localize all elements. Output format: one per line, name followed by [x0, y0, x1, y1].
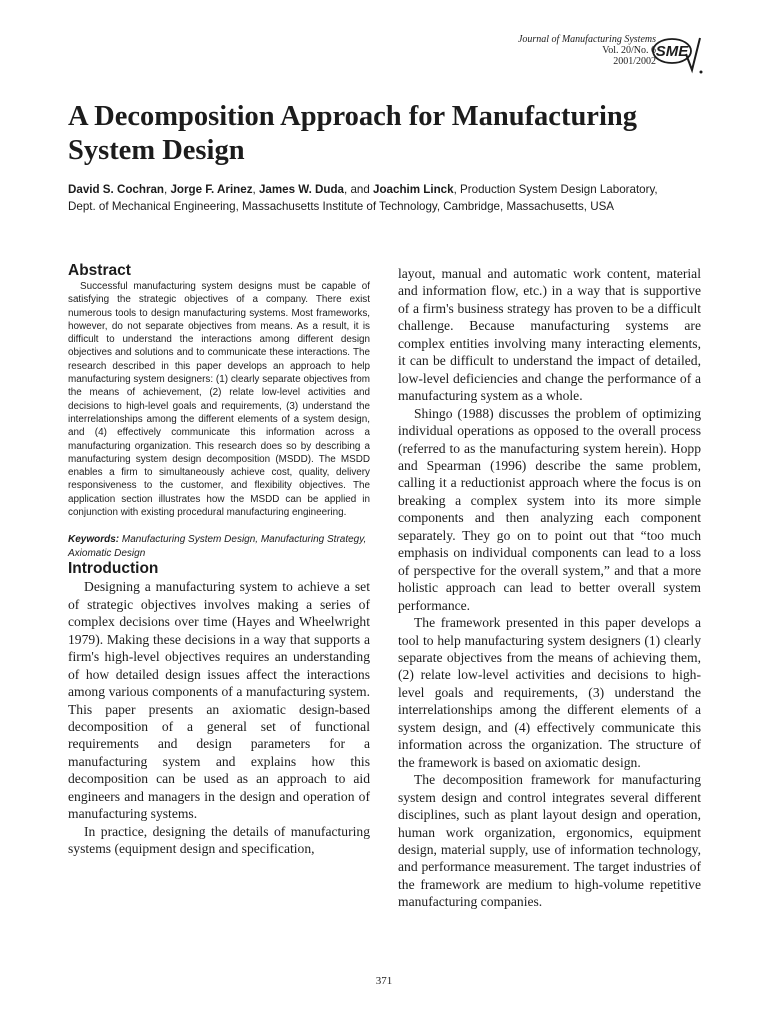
- author-name: Joachim Linck: [373, 183, 454, 196]
- right-paragraph-3: The framework presented in this paper develops a tool to help manufacturing system designers (1) clearly separate objectives from the means of achieving them, (2) relate low-level activities and decisions to high-level goals and requirements, (3) understand the interrelationships among the different elements of a system design, and (4) effectively communicate this information across the organization. The structure of the framework is based on axiomatic design.: [398, 615, 701, 770]
- introduction-heading: Introduction: [68, 560, 159, 578]
- right-paragraph-1: layout, manual and automatic work content, material and information flow, etc.) in a way that is supportive of a firm's business strategy has proven to be a difficult challenge. Because manufacturing systems are complex entities involving many interacting elements, it can be difficult to understand the impact of detailed, low-level deficiencies and change the performance of a manufacturing system as a whole.: [398, 266, 701, 404]
- keywords-text: Manufacturing System Design, Manufacturing Strategy, Axiomatic Design: [68, 534, 367, 559]
- left-column: [68, 262, 370, 858]
- right-paragraph-4: The decomposition framework for manufacturing system design and control integrates several different disciplines, such as plant layout design and operation, human work organization, ergonomics, equipment design, material supply, use of information technology, and performance measurement. The target industries of the framework are medium to high-volume repetitive manufacturing companies.: [398, 772, 701, 910]
- paper-title: A Decomposition Approach for Manufacturing System Design: [68, 101, 637, 166]
- author-name: Jorge F. Arinez: [170, 183, 253, 196]
- keywords: [68, 533, 370, 560]
- page-number: 371: [375, 975, 393, 987]
- sme-logo: [648, 32, 704, 76]
- right-paragraph-2: Shingo (1988) discusses the problem of optimizing individual operations as opposed to the overall process (referred to as the manufacturing system herein). Hopp and Spearman (1996) describe the same problem, calling it a reductionist approach where the focus is on breaking a complex system into its more simple components and then analyzing each component separately. They go on to point out that “too much emphasis on individual components can lead to a loss of perspective for the overall system,” and that a more holistic approach can lead to better overall system performance.: [398, 405, 701, 613]
- author-affiliation: Production System Design Laboratory, Dept. of Mechanical Engineering, Massachusetts Institute of Technology, Cambridge, Massachusetts, USA: [68, 183, 658, 213]
- sme-logo-text: SME: [655, 43, 689, 60]
- journal-name: Journal of Manufacturing Systems: [517, 34, 656, 45]
- abstract-text: Successful manufacturing system designs must be capable of satisfying the strategic objectives of a company. There exist numerous tools to design manufacturing systems. Most frameworks, however, do not separate objectives from means. As a result, it is difficult to understand the interactions among different design objectives and solutions and to communicate these interactions. The research described in this paper develops an approach to help manufacturing system designers: (1) clearly separate objectives from the means of achievement, (2) relate low-level activities and decisions to high-level goals and requirements, (3) understand the interrelationships among the different elements of a system design, and (4) effectively communicate this information across a manufacturing organization. This research does so by describing a manufacturing system design decomposition (MSDD). The MSDD enables a firm to simultaneously achieve cost, quality, delivery responsiveness to the customer, and flexibility objectives. The application section illustrates how the MSDD can be applied in conjunction with existing procedural manufacturing engineering.: [68, 281, 370, 519]
- author-block: David S. Cochran, Jorge F. Arinez, James W. Duda, and Joachim Linck, Production System Design Laboratory, Dept. of Mechanical Engineering, Massachusetts Institute of Technology, Cambridge, Massachusetts, USA: [68, 183, 658, 213]
- introduction-paragraph-1: Designing a manufacturing system to achieve a set of strategic objectives involves making a series of complex decisions over time (Hayes and Wheelwright 1979). Making these decisions in a way that supports a firm's high-level objectives requires an understanding of how detailed design issues affect the interactions among various components of a manufacturing system. This paper presents an axiomatic design-based decomposition of a general set of functional requirements and design parameters for a manufacturing system and explains how this decomposition can be used as an approach to aid engineers and managers in the design and operation of manufacturing systems.: [68, 579, 370, 822]
- right-column: [398, 265, 701, 911]
- introduction-paragraph-2: In practice, designing the details of manufacturing systems (equipment design and specification,: [68, 823, 370, 857]
- keywords-label: Keywords:: [68, 534, 120, 546]
- author-name: David S. Cochran: [68, 183, 164, 196]
- journal-volume: Vol. 20/No. 6: [602, 45, 656, 56]
- abstract-heading: Abstract: [68, 262, 131, 279]
- author-name: James W. Duda: [258, 183, 345, 196]
- journal-year: 2001/2002: [613, 56, 656, 67]
- journal-header: [456, 34, 656, 67]
